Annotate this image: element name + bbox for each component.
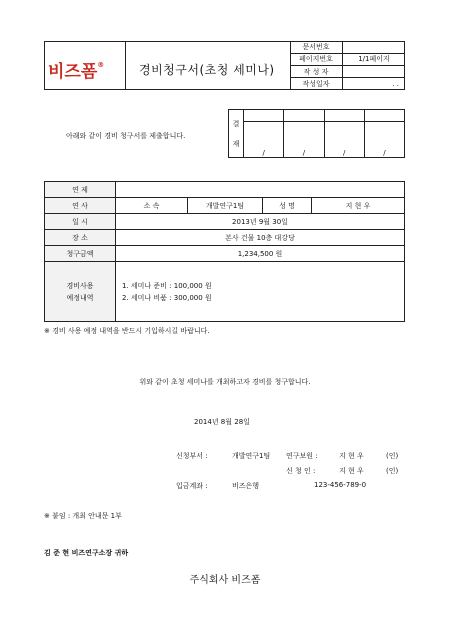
meta-value-page-number: 1/1페이지 [343,53,406,65]
label-expense-line-1: 경비사용 [66,281,94,290]
registered-mark: ® [97,61,105,70]
request-form-table [44,181,405,322]
value-name[interactable]: 지 현 우 [312,198,405,214]
approval-head-3 [324,110,364,122]
header-divider-1 [125,41,126,90]
approval-head-4 [364,110,404,122]
label-speaker: 연 사 [45,198,116,214]
label-date: 일 시 [45,214,116,230]
approval-sign-2[interactable] [284,122,324,158]
meta-value-date: . . [343,78,406,90]
meta-label-doc-number: 문서번호 [290,41,343,53]
date-slash: / [262,149,265,157]
logo-text: 비즈폼 [48,62,98,82]
value-affiliation[interactable]: 개발연구1팀 [188,198,263,214]
signature-researcher-value: 지 현 우 [339,452,364,460]
meta-label-author: 작 성 자 [290,66,343,78]
approval-label [229,110,244,158]
approval-sign-3[interactable] [324,122,364,158]
signature-account-number: 123-456-789-0 [314,481,367,489]
approval-head-1 [244,110,284,122]
label-place: 장 소 [45,230,116,246]
expense-item: 2. 세미나 비품 : 300,000 원 [122,293,212,302]
approval-label-bottom: 재 [232,139,240,148]
value-expense-plan[interactable] [116,262,405,322]
document-title: 경비청구서(초청 세미나) [139,63,275,77]
approval-label-top: 결 [232,119,240,128]
approval-sign-1[interactable] [244,122,284,158]
label-expense-plan [45,262,116,322]
label-affiliation: 소 속 [116,198,188,214]
statement-text: 위와 같이 초청 세미나를 개최하고자 경비를 청구합니다. [139,378,311,386]
signature-bank: 비즈은행 [232,482,260,490]
request-date: 2014년 8월 28일 [194,418,250,426]
signature-applicant-label: 신 청 인 : [286,467,316,475]
company-logo [48,57,104,82]
approval-head-2 [284,110,324,122]
signature-dept-value: 개발연구1팀 [232,452,271,460]
label-amount: 청구금액 [45,246,116,262]
note-attachment: ※ 붙임 : 개최 안내문 1부 [44,512,122,520]
meta-label-date: 작성일자 [290,78,343,90]
approval-sign-4[interactable] [364,122,404,158]
intro-text: 아래와 같이 경비 청구서를 제출합니다. [66,132,186,140]
expense-item: 1. 세미나 준비 : 100,000 원 [122,281,212,290]
addressee: 김 준 현 비즈연구소장 귀하 [44,549,129,557]
company-name: 주식회사 비즈폼 [189,575,261,586]
label-name: 성 명 [263,198,312,214]
date-slash: / [383,149,386,157]
seal-mark: (인) [386,452,399,460]
label-title: 연 제 [45,182,116,198]
meta-value-doc-number [343,41,406,53]
meta-value-author [343,66,406,78]
signature-dept-label: 신청부서 : [176,452,208,460]
approval-box [228,109,405,158]
value-date[interactable]: 2013년 9월 30일 [116,214,405,230]
label-expense-line-2: 예정내역 [66,293,94,302]
value-place[interactable]: 본사 건물 10층 대강당 [116,230,405,246]
signature-researcher-label: 연구보원 : [286,452,318,460]
signature-account-label: 입금계좌 : [176,482,208,490]
date-slash: / [302,149,306,157]
note-expense: ※ 경비 사용 예정 내역을 반드시 기입하시길 바랍니다. [44,327,210,335]
signature-applicant-value: 지 현 우 [339,467,364,475]
value-title[interactable] [116,182,405,198]
date-slash: / [342,149,346,157]
meta-label-page-number: 페이지번호 [290,53,343,65]
value-amount[interactable]: 1,234,500 원 [116,246,405,262]
seal-mark: (인) [386,467,399,475]
document-meta-table [290,41,405,90]
